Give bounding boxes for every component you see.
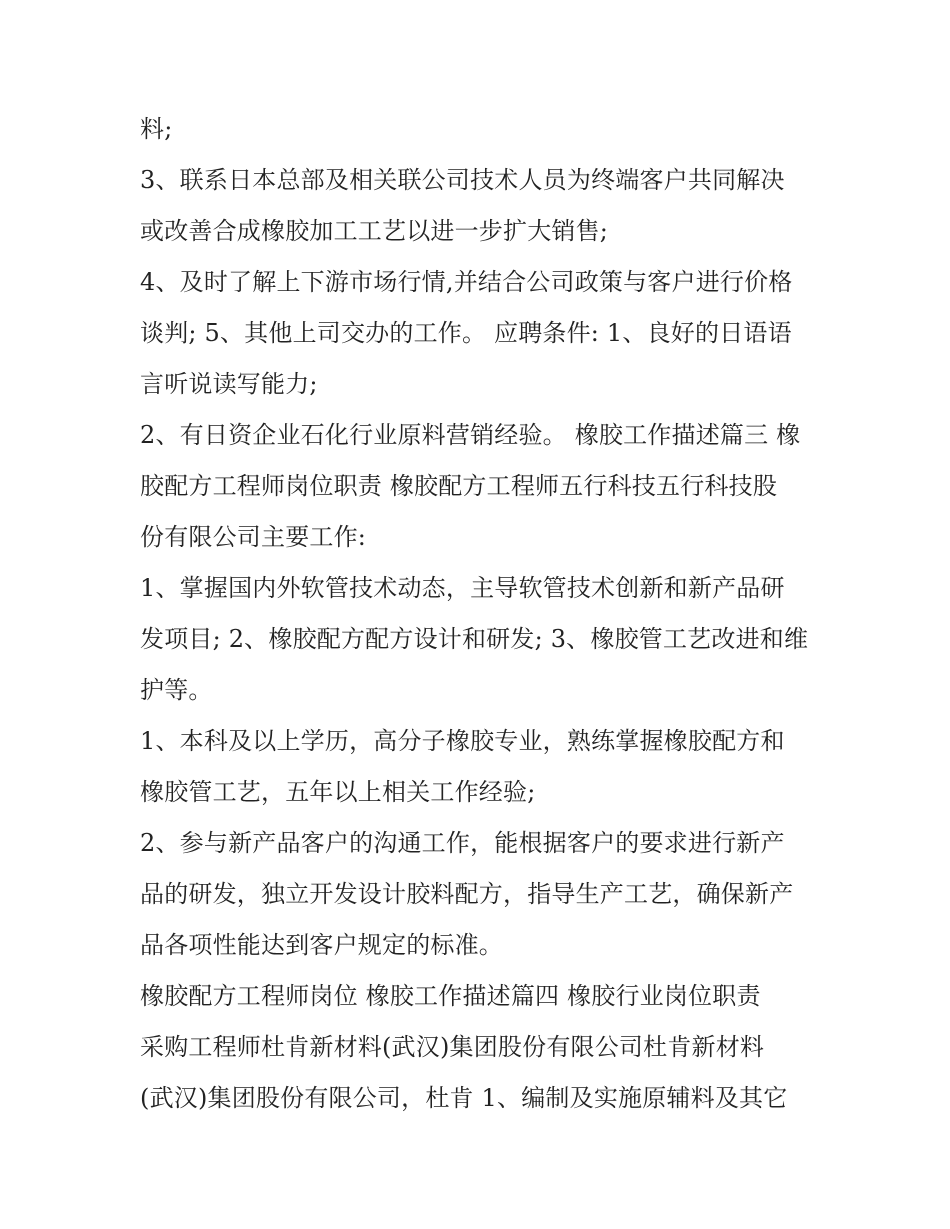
document-body <box>140 104 830 1124</box>
text-line: 品各项性能达到客户规定的标准。 <box>140 931 503 959</box>
text-line: 橡胶管工艺，五年以上相关工作经验; <box>140 778 536 806</box>
text-line: 料; <box>140 115 173 143</box>
text-line: 胶配方工程师岗位职责 橡胶配方工程师五行科技五行科技股 <box>140 472 778 500</box>
text-line: 份有限公司主要工作: <box>140 523 367 551</box>
text-line: (武汉)集团股份有限公司，杜肯 1、编制及实施原辅料及其它 <box>140 1084 788 1112</box>
text-line: 4、及时了解上下游市场行情,并结合公司政策与客户进行价格 <box>140 268 793 296</box>
text-line: 发项目; 2、橡胶配方配方设计和研发; 3、橡胶管工艺改进和维 <box>140 625 809 653</box>
text-line: 3、联系日本总部及相关联公司技术人员为终端客户共同解决 <box>140 166 785 194</box>
text-line: 或改善合成橡胶加工工艺以进一步扩大销售; <box>140 217 609 245</box>
text-line: 1、掌握国内外软管技术动态，主导软管技术创新和新产品研 <box>140 574 785 602</box>
text-line: 采购工程师杜肯新材料(武汉)集团股份有限公司杜肯新材料 <box>140 1033 765 1061</box>
text-line: 2、参与新产品客户的沟通工作，能根据客户的要求进行新产 <box>140 829 785 857</box>
text-line: 1、本科及以上学历，高分子橡胶专业，熟练掌握橡胶配方和 <box>140 727 785 755</box>
text-line: 橡胶配方工程师岗位 橡胶工作描述篇四 橡胶行业岗位职责 <box>140 982 761 1010</box>
text-line: 2、有日资企业石化行业原料营销经验。 橡胶工作描述篇三 橡 <box>140 421 801 449</box>
text-line: 谈判; 5、其他上司交办的工作。 应聘条件: 1、良好的日语语 <box>140 319 792 347</box>
text-line: 品的研发，独立开发设计胶料配方，指导生产工艺，确保新产 <box>140 880 794 908</box>
text-line: 言听说读写能力; <box>140 370 318 398</box>
text-line: 护等。 <box>140 676 213 704</box>
